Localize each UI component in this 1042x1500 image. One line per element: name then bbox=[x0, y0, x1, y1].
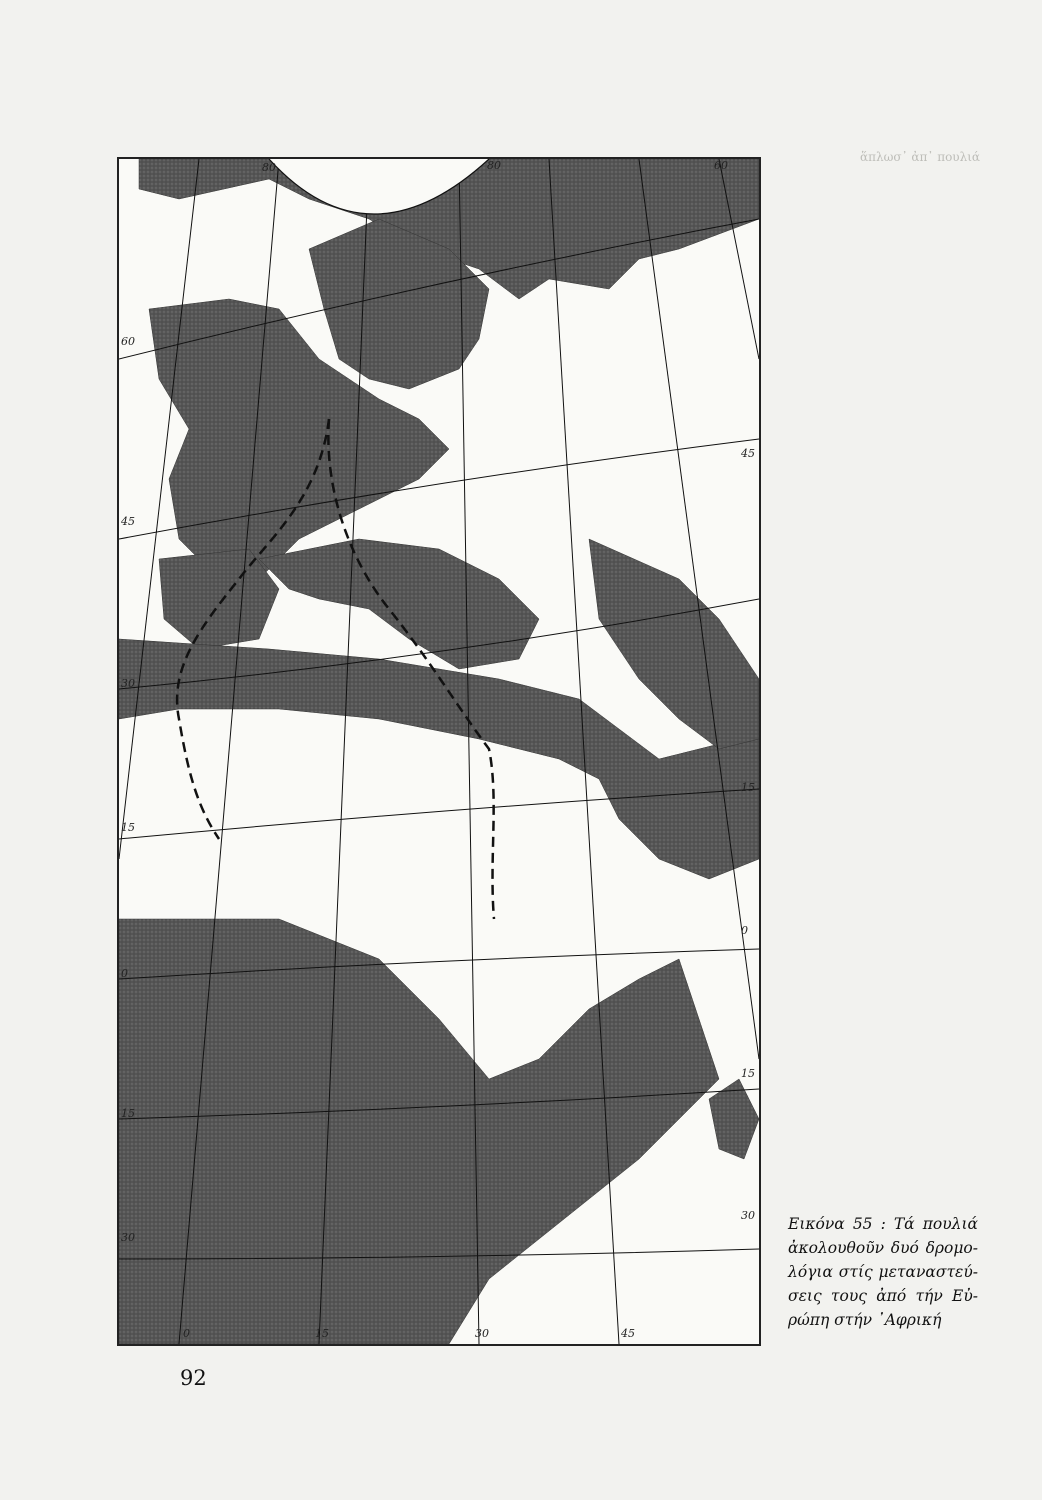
page-number: 92 bbox=[180, 1366, 207, 1390]
caption-line: σεις τους ἀπό τήν Εὐ- bbox=[788, 1287, 978, 1305]
lat-label: 0 bbox=[121, 967, 128, 980]
lon-label: 60 bbox=[714, 159, 728, 172]
map-svg bbox=[119, 159, 759, 1344]
caption-line: ρώπη στήν ᾽Αφρική bbox=[788, 1311, 942, 1329]
lat-label: 15 bbox=[121, 1107, 135, 1120]
figure-caption bbox=[788, 1212, 978, 1332]
right-label: 15 bbox=[741, 1067, 755, 1080]
right-label: 0 bbox=[741, 924, 748, 937]
lat-label: 30 bbox=[121, 1231, 135, 1244]
lat-label: 30 bbox=[121, 677, 135, 690]
italy-balkans bbox=[259, 539, 539, 669]
right-label: 15 bbox=[741, 781, 755, 794]
caption-line: ἀκολουθοῦν δυό δρομο- bbox=[788, 1239, 978, 1257]
lon-label: 0 bbox=[183, 1327, 190, 1340]
lat-label: 45 bbox=[121, 515, 135, 528]
lat-label: 80 bbox=[262, 161, 276, 174]
arabia bbox=[589, 539, 759, 749]
lat-label: 60 bbox=[121, 335, 135, 348]
bleed-through-text: ἅπλωσ᾽ ἀπ᾽ πουλιά bbox=[860, 150, 981, 164]
right-label: 45 bbox=[741, 447, 755, 460]
lon-label: 30 bbox=[475, 1327, 489, 1340]
lon-label: 80 bbox=[487, 159, 501, 172]
caption-line: λόγια στίς μεταναστεύ- bbox=[788, 1263, 978, 1281]
lon-label: 45 bbox=[621, 1327, 635, 1340]
lon-label: 15 bbox=[315, 1327, 329, 1340]
caption-line: Εικόνα 55 : Τά πουλιά bbox=[788, 1215, 978, 1233]
lat-label: 15 bbox=[121, 821, 135, 834]
migration-map bbox=[117, 157, 761, 1346]
right-label: 30 bbox=[741, 1209, 755, 1222]
